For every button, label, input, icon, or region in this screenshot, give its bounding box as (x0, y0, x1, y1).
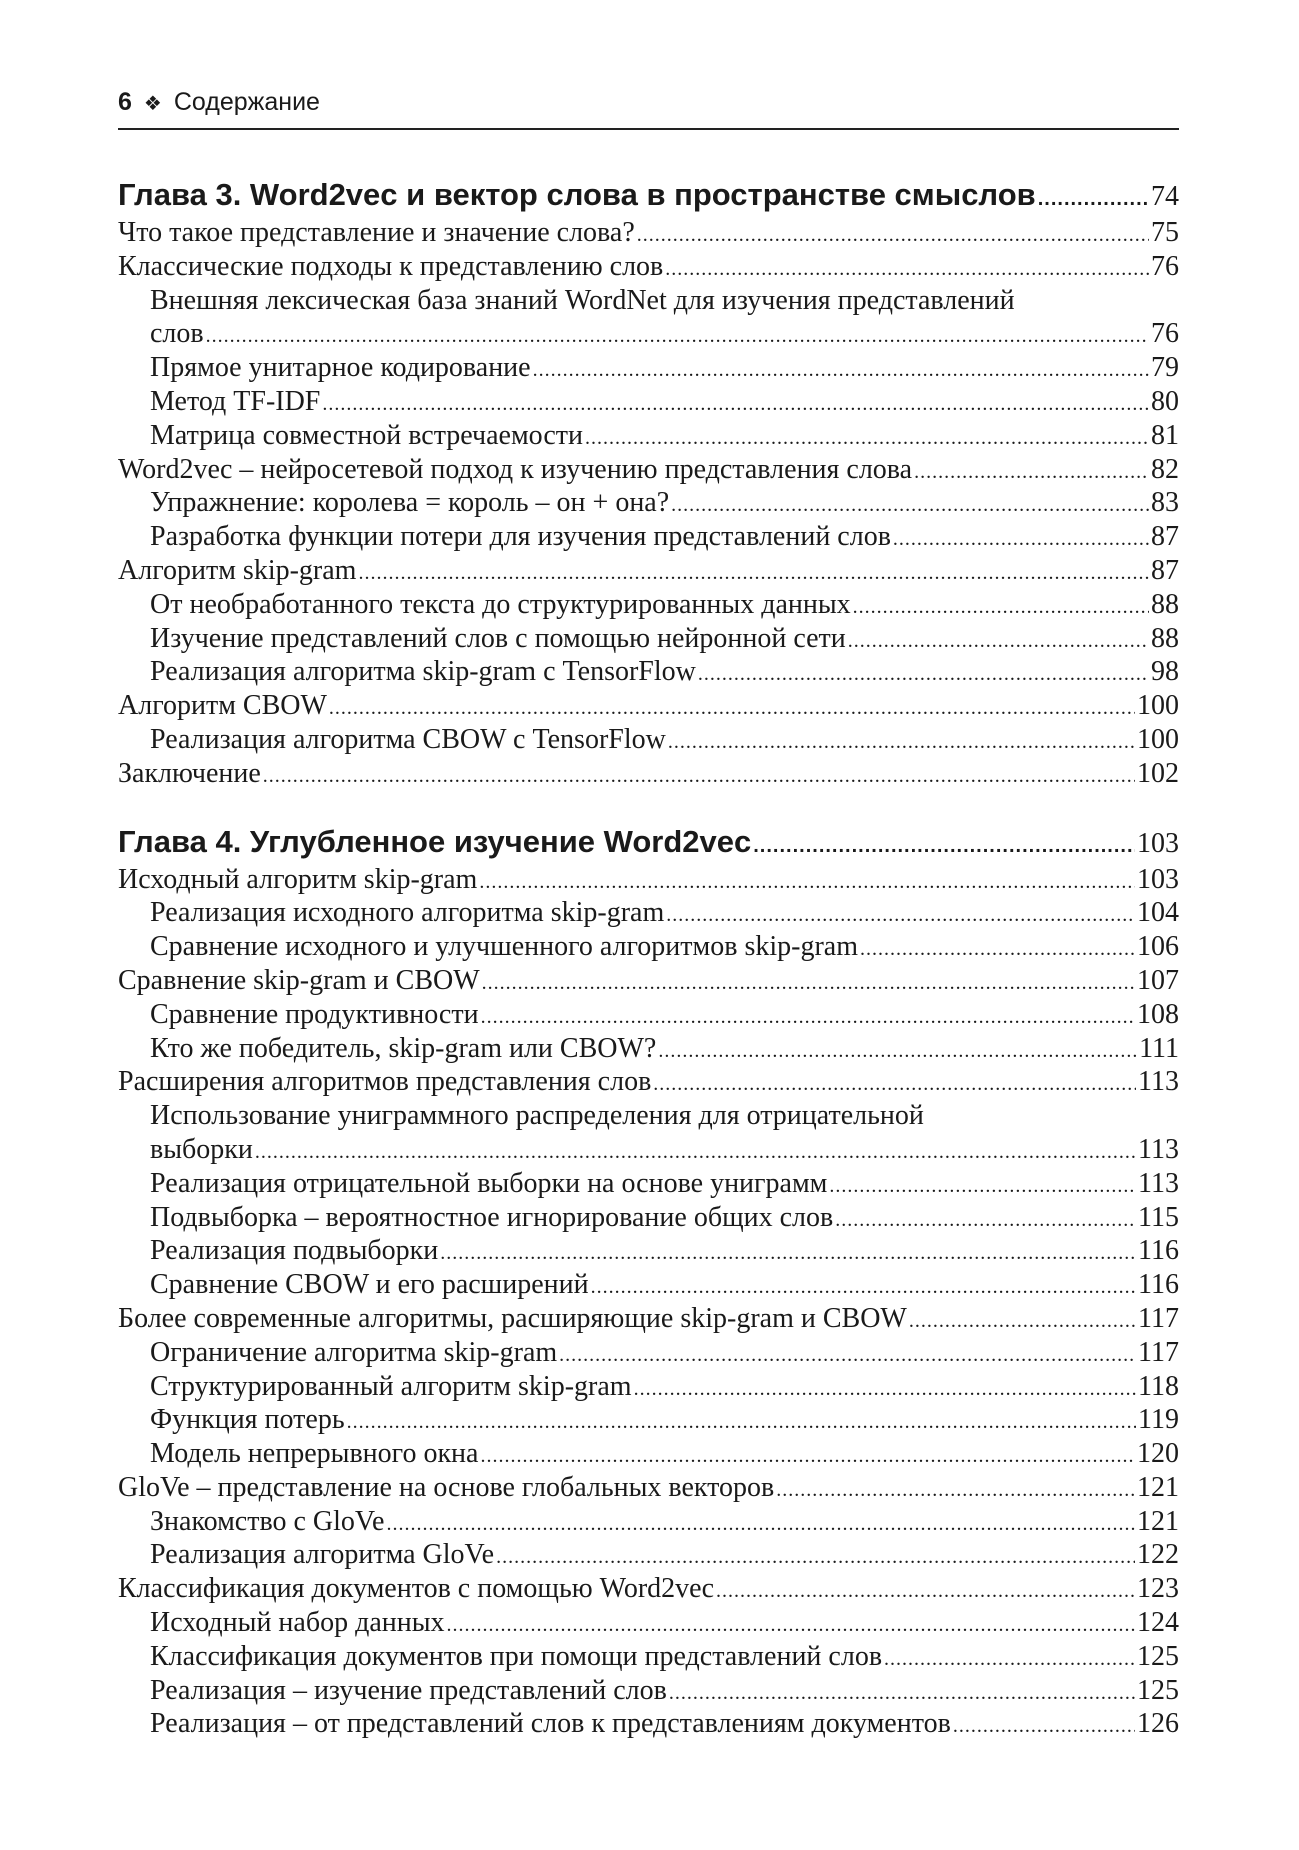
toc-entry[interactable] (118, 1505, 1179, 1539)
entry-title: Что такое представление и значение слова? (118, 217, 635, 248)
chapter-title: Глава 3. Word2vec и вектор слова в пространстве смыслов (118, 177, 1036, 212)
entry-continuation (150, 317, 1179, 351)
toc-entry[interactable] (118, 1606, 1179, 1640)
page-ref: 87 (1151, 521, 1179, 553)
toc-entry[interactable] (118, 1167, 1179, 1201)
toc-entry[interactable] (118, 1640, 1179, 1674)
dot-leader (329, 689, 1135, 726)
dot-leader (860, 930, 1135, 967)
entry-title: Упражнение: королева = король – он + она? (150, 487, 670, 519)
toc-entry[interactable] (118, 385, 1179, 419)
toc-entry[interactable] (118, 757, 1179, 791)
page-ref: 126 (1137, 1708, 1179, 1740)
page-ref: 100 (1137, 723, 1179, 755)
page-ref: 76 (1151, 318, 1179, 350)
dot-leader (893, 520, 1149, 557)
page-ref: 82 (1151, 453, 1179, 485)
toc-entry[interactable] (118, 453, 1179, 487)
entry-title: Реализация – от представлений слов к представлениям документов (150, 1708, 951, 1740)
entry-title: Подвыборка – вероятностное игнорирование общих слов (150, 1201, 834, 1233)
toc-entry[interactable] (118, 622, 1179, 656)
page-ref: 80 (1151, 385, 1179, 417)
chapter-section (118, 821, 1179, 1742)
dot-leader (669, 1674, 1135, 1711)
entry-title: Разработка функции потери для изучения представлений слов (150, 521, 891, 553)
toc-entry[interactable] (118, 1707, 1179, 1741)
entry-title: Реализация алгоритма skip-gram с TensorFlow (150, 656, 696, 688)
toc-entry[interactable] (118, 520, 1179, 554)
entry-title: Классификация документов с помощью Word2vec (118, 1573, 715, 1605)
toc-entry[interactable] (118, 1471, 1179, 1505)
toc-entry[interactable] (118, 689, 1179, 723)
entry-title: Исходный алгоритм skip-gram (118, 863, 478, 895)
entry-title: Реализация отрицательной выборки на основе униграмм (150, 1167, 828, 1199)
page-ref: 100 (1137, 690, 1179, 722)
page-ref: 117 (1138, 1336, 1179, 1368)
toc-entry[interactable] (118, 1234, 1179, 1268)
page-ref: 106 (1137, 931, 1179, 963)
entry-title: Матрица совместной встречаемости (150, 419, 584, 451)
entry-title: Знакомство с GloVe (150, 1505, 385, 1537)
entry-title: Алгоритм skip-gram (118, 554, 357, 586)
chapter-heading[interactable] (118, 174, 1179, 216)
page-ref: 122 (1137, 1539, 1179, 1571)
dot-leader (716, 1572, 1135, 1609)
running-head (118, 88, 1179, 130)
entry-title: Прямое унитарное кодирование (150, 352, 531, 384)
page-ref: 107 (1137, 964, 1179, 996)
dot-leader (637, 216, 1149, 253)
entry-title: Реализация исходного алгоритма skip-gram (150, 897, 665, 929)
page-ref: 123 (1137, 1573, 1179, 1605)
dot-leader (263, 757, 1135, 794)
entry-title: Алгоритм CBOW (118, 690, 327, 722)
toc-entry[interactable] (118, 1403, 1179, 1437)
ornament-icon: ❖ (143, 93, 162, 115)
entry-title: Более современные алгоритмы, расширяющие skip-gram и CBOW (118, 1302, 907, 1334)
dot-leader (481, 998, 1135, 1035)
dot-leader (1038, 174, 1149, 220)
page-ref: 102 (1137, 757, 1179, 789)
dot-leader (482, 964, 1135, 1001)
page-ref: 88 (1151, 622, 1179, 654)
page-ref: 118 (1138, 1370, 1179, 1402)
entry-title: От необработанного текста до структурированных данных (150, 588, 851, 620)
entry-title: Метод TF-IDF (150, 385, 321, 417)
chapter-section (118, 174, 1179, 791)
entry-title: Реализация – изучение представлений слов (150, 1674, 667, 1706)
entry-title: Ограничение алгоритма skip-gram (150, 1336, 558, 1368)
toc-entry[interactable] (118, 964, 1179, 998)
toc-entry[interactable] (118, 1032, 1179, 1066)
dot-leader (206, 317, 1149, 354)
toc-entry[interactable] (118, 896, 1179, 930)
dot-leader (666, 896, 1135, 933)
dot-leader (658, 1032, 1137, 1069)
entry-title-line: Внешняя лексическая база знаний WordNet для изучения представлений (150, 284, 1015, 316)
toc-entry[interactable] (118, 554, 1179, 588)
page-ref: 111 (1139, 1032, 1179, 1064)
page-ref: 83 (1151, 487, 1179, 519)
page-ref: 121 (1137, 1505, 1179, 1537)
dot-leader (559, 1336, 1136, 1373)
dot-leader (322, 385, 1149, 422)
page-ref: 121 (1137, 1471, 1179, 1503)
entry-title: Сравнение исходного и улучшенного алгоритмов skip-gram (150, 931, 858, 963)
page-ref: 120 (1137, 1438, 1179, 1470)
page-ref: 87 (1151, 554, 1179, 586)
chapter-heading[interactable] (118, 821, 1179, 863)
dot-leader (585, 419, 1149, 456)
entry-title: Сравнение skip-gram и CBOW (118, 964, 480, 996)
dot-leader (776, 1471, 1135, 1508)
page-ref: 125 (1137, 1674, 1179, 1706)
entry-title: Сравнение CBOW и его расширений (150, 1269, 589, 1301)
entry-continuation (150, 1133, 1179, 1167)
toc-page (118, 88, 1179, 1788)
dot-leader (848, 622, 1149, 659)
dot-leader (671, 486, 1149, 523)
dot-leader (634, 1370, 1136, 1407)
page-ref: 113 (1138, 1066, 1179, 1098)
chapter-title: Глава 4. Углубленное изучение Word2vec (118, 823, 752, 859)
page-ref: 113 (1138, 1133, 1179, 1165)
toc-entry[interactable] (118, 1336, 1179, 1370)
toc-entry[interactable] (118, 863, 1179, 897)
toc-entry[interactable] (118, 1099, 1179, 1167)
entry-title: выборки (150, 1133, 253, 1165)
page-ref: 104 (1137, 897, 1179, 929)
entry-title: Расширения алгоритмов представления слов (118, 1066, 652, 1098)
dot-leader (386, 1505, 1135, 1542)
page-ref: 125 (1137, 1640, 1179, 1672)
page-ref: 119 (1138, 1404, 1179, 1436)
entry-title: Классификация документов при помощи представлений слов (150, 1640, 883, 1672)
toc-entry[interactable] (118, 930, 1179, 964)
page-ref: 88 (1151, 588, 1179, 620)
entry-title: Сравнение продуктивности (150, 998, 479, 1030)
dot-leader (480, 1437, 1135, 1474)
entry-title-line: Использование униграммного распределения для отрицательной (150, 1100, 924, 1132)
dot-leader (829, 1167, 1136, 1204)
dot-leader (533, 351, 1149, 388)
page-ref: 124 (1137, 1607, 1179, 1639)
page-number: 6 (118, 88, 132, 116)
toc-entry[interactable] (118, 723, 1179, 757)
toc-entry[interactable] (118, 284, 1179, 352)
dot-leader (591, 1268, 1136, 1305)
dot-leader (914, 453, 1149, 490)
entry-title: Заключение (118, 757, 261, 789)
dot-leader (447, 1606, 1135, 1643)
dot-leader (358, 554, 1149, 591)
entry-title: Реализация подвыборки (150, 1235, 439, 1267)
page-ref: 103 (1137, 863, 1179, 895)
page-ref: 74 (1151, 181, 1179, 212)
toc-entry[interactable] (118, 351, 1179, 385)
entry-title: Реализация алгоритма CBOW с TensorFlow (150, 723, 666, 755)
page-ref: 98 (1151, 656, 1179, 688)
page-ref: 113 (1138, 1167, 1179, 1199)
toc-entry[interactable] (118, 1572, 1179, 1606)
dot-leader (255, 1133, 1136, 1170)
toc-entry[interactable] (118, 1538, 1179, 1572)
dot-leader (753, 821, 1135, 867)
dot-leader (884, 1640, 1135, 1677)
dot-leader (653, 1065, 1136, 1102)
dot-leader (953, 1707, 1135, 1744)
entry-title: Word2vec – нейросетевой подход к изучению представления слова (118, 453, 913, 485)
toc-entry[interactable] (118, 1065, 1179, 1099)
toc-entry[interactable] (118, 588, 1179, 622)
dot-leader (496, 1538, 1135, 1575)
page-ref: 81 (1151, 419, 1179, 451)
toc-entry[interactable] (118, 998, 1179, 1032)
page-ref: 108 (1137, 998, 1179, 1030)
dot-leader (835, 1201, 1136, 1238)
page-ref: 103 (1137, 827, 1179, 859)
entry-title: Классические подходы к представлению слов (118, 250, 664, 282)
page-ref: 75 (1151, 217, 1179, 248)
dot-leader (909, 1302, 1136, 1339)
page-ref: 116 (1138, 1235, 1179, 1267)
dot-leader (698, 655, 1149, 692)
dot-leader (853, 588, 1149, 625)
toc-entry[interactable] (118, 1437, 1179, 1471)
page-ref: 117 (1138, 1302, 1179, 1334)
toc-entry[interactable] (118, 216, 1179, 250)
table-of-contents (118, 174, 1179, 1741)
entry-title: Реализация алгоритма GloVe (150, 1539, 495, 1571)
page-ref: 115 (1138, 1201, 1179, 1233)
entry-title: Изучение представлений слов с помощью нейронной сети (150, 622, 846, 654)
dot-leader (479, 863, 1135, 900)
toc-entry[interactable] (118, 419, 1179, 453)
toc-entry[interactable] (118, 1302, 1179, 1336)
entry-title: Модель непрерывного окна (150, 1438, 479, 1470)
toc-entry[interactable] (118, 1268, 1179, 1302)
toc-entry[interactable] (118, 1370, 1179, 1404)
entry-title: слов (150, 318, 204, 350)
toc-entry[interactable] (118, 250, 1179, 284)
entry-title: Функция потерь (150, 1404, 345, 1436)
running-head-title: Содержание (173, 88, 320, 116)
page-ref: 79 (1151, 352, 1179, 384)
toc-entry[interactable] (118, 1201, 1179, 1235)
toc-entry[interactable] (118, 655, 1179, 689)
toc-entry[interactable] (118, 486, 1179, 520)
dot-leader (668, 723, 1135, 760)
entry-title: Исходный набор данных (150, 1607, 445, 1639)
entry-title: Структурированный алгоритм skip-gram (150, 1370, 632, 1402)
dot-leader (440, 1234, 1136, 1271)
page-ref: 116 (1138, 1269, 1179, 1301)
dot-leader (665, 250, 1149, 287)
entry-title: GloVe – представление на основе глобальных векторов (118, 1471, 775, 1503)
page-ref: 76 (1151, 250, 1179, 282)
entry-title: Кто же победитель, skip-gram или CBOW? (150, 1032, 657, 1064)
toc-entry[interactable] (118, 1674, 1179, 1708)
dot-leader (347, 1403, 1136, 1440)
